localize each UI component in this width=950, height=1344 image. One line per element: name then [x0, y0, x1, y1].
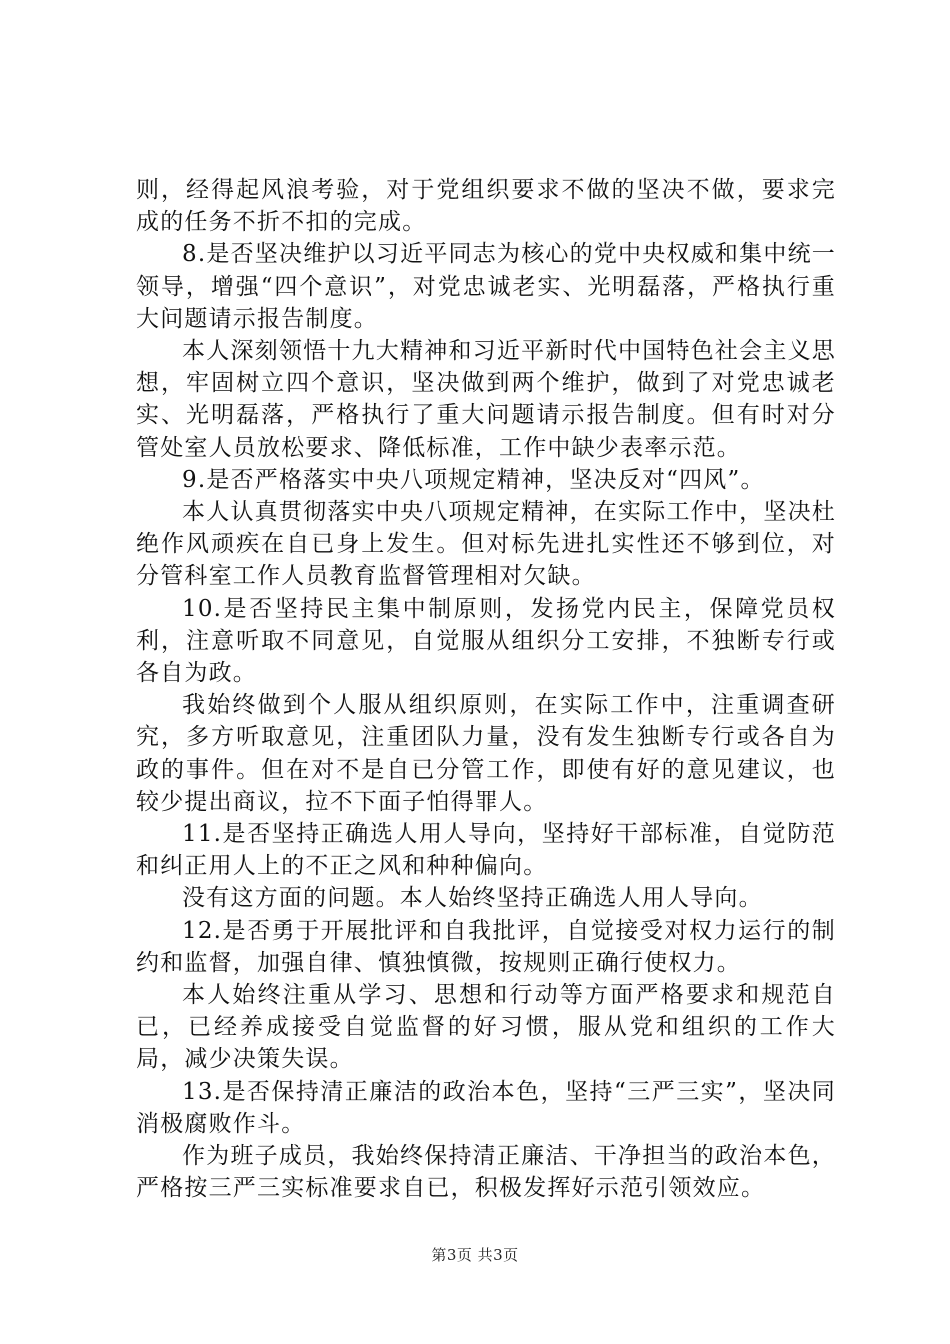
question-13: 13.是否保持清正廉洁的政治本色，坚持“三严三实”，坚决同消极腐败作斗。 [136, 1078, 836, 1137]
question-8: 8.是否坚决维护以习近平同志为核心的党中央权威和集中统一领导，增强“四个意识”，对党忠诚老实、光明磊落，严格执行重大问题请示报告制度。 [136, 241, 836, 332]
answer-11: 没有这方面的问题。本人始终坚持正确选人用人导向。 [182, 885, 763, 912]
answer-13: 作为班子成员，我始终保持清正廉洁、干净担当的政治本色，严格按三严三实标准要求自已，积极发挥好示范引领效应。 [136, 1143, 836, 1202]
question-11: 11.是否坚持正确选人用人导向，坚持好干部标准，自觉防范和纠正用人上的不正之风和种种偏向。 [136, 821, 836, 880]
page-number-footer: 第3页 共3页 [431, 1246, 519, 1264]
answer-9: 本人认真贯彻落实中央八项规定精神，在实际工作中，坚决杜绝作风顽疾在自已身上发生。但对标先进扎实性还不够到位，对分管科室工作人员教育监督管理相对欠缺。 [136, 499, 836, 590]
question-12: 12.是否勇于开展批评和自我批评，自觉接受对权力运行的制约和监督，加强自律、慎独慎微，按规则正确行使权力。 [136, 917, 836, 976]
paragraph-continuation: 则，经得起风浪考验，对于党组织要求不做的坚决不做，要求完成的任务不折不扣的完成。 [136, 177, 836, 236]
answer-12: 本人始终注重从学习、思想和行动等方面严格要求和规范自已，已经养成接受自觉监督的好习惯，服从党和组织的工作大局，减少决策失误。 [136, 982, 836, 1073]
answer-10: 我始终做到个人服从组织原则，在实际工作中，注重调查研究，多方听取意见，注重团队力量，没有发生独断专行或各自为政的事件。但在对不是自已分管工作，即使有好的意见建议，也较少提出商议，拉不下面子怕得罪人。 [136, 692, 836, 815]
question-9: 9.是否严格落实中央八项规定精神，坚决反对“四风”。 [182, 466, 765, 493]
answer-8: 本人深刻领悟十九大精神和习近平新时代中国特色社会主义思想，牢固树立四个意识，坚决做到两个维护，做到了对党忠诚老实、光明磊落，严格执行了重大问题请示报告制度。但有时对分管处室人员放松要求、降低标准，工作中缺少表率示范。 [136, 338, 836, 461]
document-body [136, 174, 836, 1205]
question-10: 10.是否坚持民主集中制原则，发扬党内民主，保障党员权利，注意听取不同意见，自觉服从组织分工安排，不独断专行或各自为政。 [136, 595, 836, 687]
